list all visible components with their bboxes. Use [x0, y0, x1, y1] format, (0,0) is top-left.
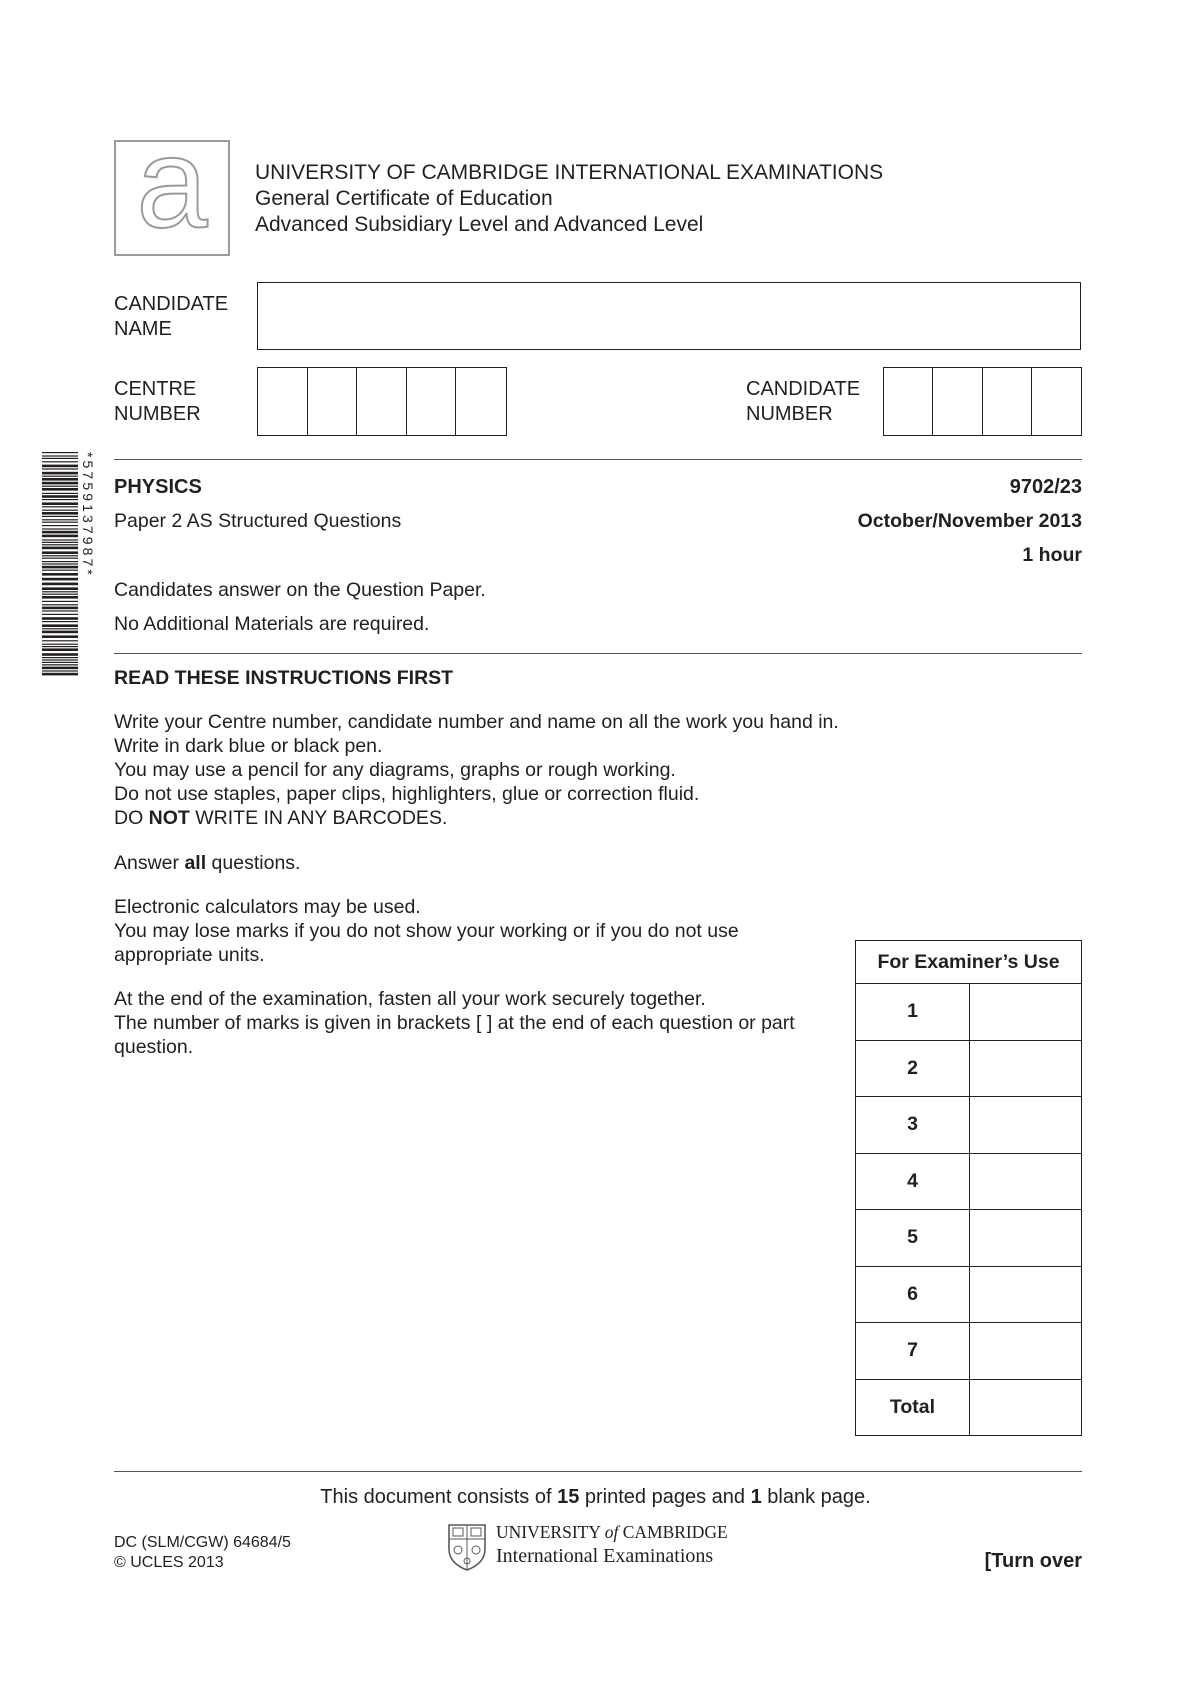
question-number: 5: [856, 1210, 970, 1267]
barcode: [42, 450, 98, 678]
centre-digit-box[interactable]: [407, 368, 457, 435]
examiner-table-heading: For Examiner’s Use: [856, 941, 1082, 984]
centre-digit-box[interactable]: [456, 368, 506, 435]
barcode-bar: [42, 670, 78, 671]
barcode-bar: [42, 573, 78, 576]
table-row: [856, 1097, 1082, 1154]
table-row: [856, 1379, 1082, 1436]
total-cell: [970, 1379, 1082, 1436]
barcode-bar: [42, 624, 78, 627]
barcode-bar: [42, 528, 78, 529]
divider-bottom: [114, 1471, 1082, 1472]
mark-cell: [970, 1040, 1082, 1097]
cambridge-wordmark-line1: UNIVERSITY of CAMBRIDGE: [496, 1522, 728, 1542]
mark-cell: [970, 1266, 1082, 1323]
barcode-bar: [42, 614, 78, 615]
barcode-bar: [42, 472, 78, 475]
barcode-bar: [42, 519, 78, 520]
barcode-bar: [42, 478, 78, 481]
instruction-marks-cont: question.: [114, 1036, 194, 1058]
paper-code: 9702/23: [1009, 476, 1082, 498]
barcode-bar: [42, 604, 78, 605]
barcode-bar: [42, 510, 78, 511]
mark-cell: [970, 1097, 1082, 1154]
centre-number-field[interactable]: [257, 367, 507, 436]
candidate-number-field[interactable]: [883, 367, 1082, 436]
instructions-heading: READ THESE INSTRUCTIONS FIRST: [114, 667, 454, 689]
barcode-bar: [42, 662, 78, 663]
instruction-marks: The number of marks is given in brackets [ ] at the end of each question or part: [114, 1012, 795, 1034]
header-certificate: General Certificate of Education: [255, 187, 553, 210]
barcode-bar: [42, 653, 78, 656]
barcode-bar: [42, 461, 78, 462]
table-row: [856, 1040, 1082, 1097]
ucles-logo: [114, 112, 230, 256]
barcode-bar: [42, 455, 78, 456]
barcode-bar: [42, 499, 78, 500]
subject-title: PHYSICS: [114, 476, 202, 498]
barcode-bar: [42, 563, 78, 564]
barcode-bar: [42, 468, 78, 469]
barcode-bar: [42, 535, 78, 538]
mark-cell: [970, 1153, 1082, 1210]
barcode-bar: [42, 525, 78, 526]
instruction-line: Write in dark blue or black pen.: [114, 735, 383, 757]
answer-on-paper: Candidates answer on the Question Paper.: [114, 579, 486, 601]
barcode-bar: [42, 657, 78, 658]
barcode-bar: [42, 644, 78, 645]
barcode-bar: [42, 621, 78, 622]
barcode-bar: [42, 570, 78, 571]
barcode-bar: [42, 476, 78, 477]
barcode-bar: [42, 659, 78, 660]
centre-number-label-2: NUMBER: [114, 403, 201, 425]
barcode-bar: [42, 667, 78, 670]
barcode-bar: [42, 631, 78, 634]
instruction-line: Do not use staples, paper clips, highlighters, glue or correction fluid.: [114, 783, 700, 805]
barcode-bar: [42, 502, 78, 505]
barcode-bar: [42, 465, 78, 468]
mark-cell: [970, 1323, 1082, 1380]
centre-digit-box[interactable]: [308, 368, 358, 435]
additional-materials: No Additional Materials are required.: [114, 613, 430, 635]
instruction-answer-all: Answer all questions.: [114, 852, 301, 874]
page-count: This document consists of 15 printed pages and 1 blank page.: [320, 1486, 871, 1508]
instruction-barcode-line: DO NOT WRITE IN ANY BARCODES.: [114, 807, 448, 829]
paper-title: Paper 2 AS Structured Questions: [114, 510, 402, 532]
mark-cell: [970, 984, 1082, 1041]
candidate-name-field[interactable]: [257, 282, 1081, 350]
instruction-line: Write your Centre number, candidate number and name on all the work you hand in.: [114, 711, 839, 733]
centre-digit-box[interactable]: [258, 368, 308, 435]
barcode-bar: [42, 486, 78, 487]
question-number: 3: [856, 1097, 970, 1154]
barcode-bar: [42, 458, 78, 459]
header-level: Advanced Subsidiary Level and Advanced Level: [255, 213, 704, 236]
barcode-bar: [42, 664, 78, 665]
header-university: UNIVERSITY OF CAMBRIDGE INTERNATIONAL EXAMINATIONS: [255, 161, 884, 184]
barcode-bar: [42, 607, 78, 610]
barcode-bar: [42, 596, 78, 599]
question-number: 6: [856, 1266, 970, 1323]
mark-cell: [970, 1210, 1082, 1267]
candidate-digit-box[interactable]: [983, 368, 1032, 435]
barcode-bar: [42, 601, 78, 602]
question-number: 2: [856, 1040, 970, 1097]
candidate-number-label-1: CANDIDATE: [746, 378, 861, 400]
candidate-number-label-2: NUMBER: [746, 403, 833, 425]
barcode-bar: [42, 522, 78, 523]
barcode-bar: [42, 555, 78, 556]
barcode-bar: [42, 506, 78, 507]
divider-middle: [114, 653, 1082, 654]
instruction-units: appropriate units.: [114, 944, 265, 966]
candidate-name-label-2: NAME: [114, 318, 172, 340]
cambridge-wordmark-line2: International Examinations: [496, 1545, 714, 1567]
cambridge-crest-icon: [447, 1523, 487, 1571]
barcode-bar: [42, 594, 78, 595]
barcode-bar: [42, 561, 78, 562]
barcode-bar: [42, 493, 78, 494]
barcode-bar: [42, 635, 78, 638]
exam-duration: 1 hour: [1022, 544, 1082, 566]
copyright: © UCLES 2013: [114, 1554, 224, 1571]
barcode-bar: [42, 591, 78, 592]
barcode-bar: [42, 452, 78, 453]
examiner-use-table: [855, 940, 1082, 1436]
question-number: 4: [856, 1153, 970, 1210]
turn-over: [Turn over: [984, 1550, 1082, 1572]
barcode-bar: [42, 531, 78, 534]
barcode-bar: [42, 542, 78, 543]
total-label: Total: [856, 1379, 970, 1436]
barcode-bar: [42, 640, 78, 641]
barcode-bar: [42, 566, 78, 569]
barcode-bar: [42, 648, 78, 651]
barcode-bars: [42, 452, 78, 675]
candidate-digit-box[interactable]: [1032, 368, 1081, 435]
table-row: [856, 984, 1082, 1041]
instruction-line: You may use a pencil for any diagrams, graphs or rough working.: [114, 759, 676, 781]
instruction-calculators: Electronic calculators may be used.: [114, 896, 421, 918]
barcode-bar: [42, 628, 78, 629]
table-row: [856, 1210, 1082, 1267]
candidate-digit-box[interactable]: [933, 368, 982, 435]
table-row: [856, 1266, 1082, 1323]
barcode-bar: [42, 646, 78, 647]
barcode-bar: [42, 488, 78, 491]
barcode-bar: [42, 516, 78, 517]
question-number: 1: [856, 984, 970, 1041]
logo-letter: a: [136, 112, 208, 255]
barcode-bar: [42, 544, 78, 545]
barcode-bar: [42, 551, 78, 554]
barcode-bar: [42, 558, 78, 559]
barcode-bar: [42, 512, 78, 515]
candidate-digit-box[interactable]: [884, 368, 933, 435]
table-row: [856, 1323, 1082, 1380]
barcode-bar: [42, 610, 78, 611]
barcode-bar: [42, 482, 78, 485]
table-row: [856, 1153, 1082, 1210]
divider-top: [114, 459, 1082, 460]
barcode-bar: [42, 583, 78, 586]
barcode-bar: [42, 587, 78, 590]
barcode-bar: [42, 539, 78, 540]
barcode-text: *5759137987*: [80, 452, 96, 578]
centre-number-label-1: CENTRE: [114, 378, 197, 400]
candidate-name-label-1: CANDIDATE: [114, 293, 229, 315]
instruction-working: You may lose marks if you do not show your working or if you do not use: [114, 920, 739, 942]
document-reference: DC (SLM/CGW) 64684/5: [114, 1534, 291, 1551]
barcode-bar: [42, 495, 78, 498]
centre-digit-box[interactable]: [357, 368, 407, 435]
instruction-fasten: At the end of the examination, fasten all your work securely together.: [114, 988, 706, 1010]
barcode-bar: [42, 617, 78, 620]
barcode-bar: [42, 547, 78, 550]
exam-session: October/November 2013: [857, 510, 1082, 532]
barcode-bar: [42, 673, 78, 676]
barcode-bar: [42, 578, 78, 581]
question-number: 7: [856, 1323, 970, 1380]
